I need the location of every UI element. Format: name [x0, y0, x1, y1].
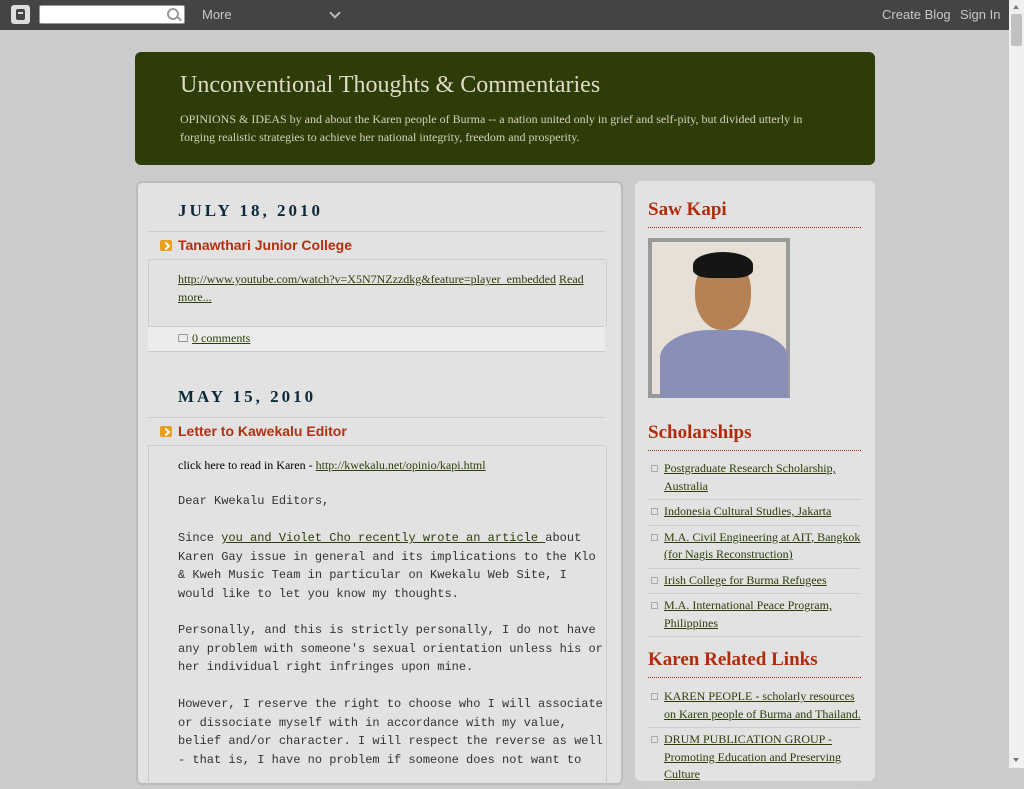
list-item: [648, 569, 861, 595]
greeting: Dear Kwekalu Editors,: [178, 494, 330, 508]
date-header: MAY 15, 2010: [178, 387, 317, 406]
scholarships-title: Scholarships: [648, 422, 752, 443]
blog-title[interactable]: Unconventional Thoughts & Commentaries: [180, 72, 601, 98]
paragraph-3: However, I reserve the right to choose who I will associate or dissociate myself with in accordance with my value, belief and/or character. I will respect the reverse as well - that is, I have no problem if someone does not want to: [178, 697, 603, 767]
scroll-down-icon[interactable]: [1013, 758, 1019, 762]
bullet-icon: [651, 465, 658, 472]
post-footer: [148, 326, 605, 352]
profile-photo[interactable]: [648, 238, 790, 398]
scholarship-link[interactable]: Irish College for Burma Refugees: [664, 572, 827, 587]
bullet-icon: [651, 602, 658, 609]
search-input[interactable]: [39, 5, 185, 24]
scholarship-link[interactable]: M.A. International Peace Program, Philippines: [664, 598, 832, 630]
divider: [648, 450, 861, 451]
bullet-icon: [651, 577, 658, 584]
scholarship-link[interactable]: Postgraduate Research Scholarship, Australia: [664, 461, 836, 493]
profile-title: Saw Kapi: [648, 199, 727, 220]
comment-icon: [178, 334, 188, 342]
bullet-icon: [651, 736, 658, 743]
chevron-down-icon[interactable]: [329, 7, 340, 18]
post-title-bar: [148, 417, 605, 446]
scholarship-link[interactable]: Indonesia Cultural Studies, Jakarta: [664, 504, 832, 518]
list-item: [648, 728, 861, 789]
scholarships-list: [648, 457, 861, 637]
list-item: [648, 594, 861, 637]
paragraph-1: [178, 529, 596, 603]
post-title[interactable]: Tanawthari Junior College: [178, 237, 352, 253]
sign-in-link[interactable]: Sign In: [960, 7, 1001, 22]
arrow-icon: [160, 240, 172, 251]
blogger-logo-icon[interactable]: [11, 5, 30, 24]
divider: [648, 677, 861, 678]
p1-start: Since: [178, 531, 222, 545]
post-title[interactable]: Letter to Kawekalu Editor: [178, 423, 347, 439]
bullet-icon: [651, 508, 658, 515]
bullet-icon: [651, 534, 658, 541]
paragraph-2: Personally, and this is strictly personally, I do not have any problem with someone's sexual orientation unless his or her individual right infringes upon mine.: [178, 623, 603, 674]
arrow-icon: [160, 426, 172, 437]
post-text: [178, 270, 588, 306]
scroll-thumb[interactable]: [1011, 14, 1022, 46]
links-title: Karen Related Links: [648, 649, 818, 670]
date-header: JULY 18, 2010: [178, 201, 323, 220]
more-menu[interactable]: More: [202, 7, 232, 22]
scholarship-link[interactable]: M.A. Civil Engineering at AIT, Bangkok (for Nagis Reconstruction): [664, 529, 861, 561]
youtube-link[interactable]: http://www.youtube.com/watch?v=X5N7NZzzdkg&feature=player_embedded: [178, 272, 556, 286]
list-item: [648, 500, 861, 526]
scroll-up-icon[interactable]: [1013, 5, 1019, 9]
bullet-icon: [651, 693, 658, 700]
intro-text: click here to read in Karen -: [178, 458, 316, 472]
divider: [648, 227, 861, 228]
sidebar: [635, 181, 875, 781]
article-link[interactable]: you and Violet Cho recently wrote an article: [221, 531, 546, 545]
search-icon[interactable]: [167, 8, 179, 20]
post-title-bar: [148, 231, 605, 260]
comments-link[interactable]: 0 comments: [192, 331, 251, 345]
p1-rest: about Karen Gay issue in general and its implications to the Klo & Kweh Music Team in particular on Kwekalu Web Site, I would like to let you know my thoughts.: [178, 531, 596, 601]
create-blog-link[interactable]: Create Blog: [882, 7, 951, 22]
scrollbar[interactable]: [1009, 0, 1024, 768]
blogger-navbar: [0, 0, 1009, 30]
blog-description: OPINIONS & IDEAS by and about the Karen people of Burma -- a nation united only in grief and self-pity, but divided utterly in forging realistic strategies to achieve her national integrity, freedom and prosperity.: [180, 112, 803, 144]
read-more-link[interactable]: Read more...: [178, 272, 584, 304]
blog-header: [135, 52, 875, 165]
post-intro: [178, 456, 598, 474]
related-link[interactable]: DRUM PUBLICATION GROUP - Promoting Education and Preserving Culture: [664, 732, 841, 781]
related-link[interactable]: KAREN PEOPLE - scholarly resources on Karen people of Burma and Thailand.: [664, 689, 861, 721]
list-item: [648, 457, 861, 500]
list-item: [648, 685, 861, 728]
karen-version-link[interactable]: http://kwekalu.net/opinio/kapi.html: [315, 458, 486, 472]
links-list: [648, 685, 861, 789]
list-item: [648, 526, 861, 569]
main-column: [136, 181, 623, 785]
